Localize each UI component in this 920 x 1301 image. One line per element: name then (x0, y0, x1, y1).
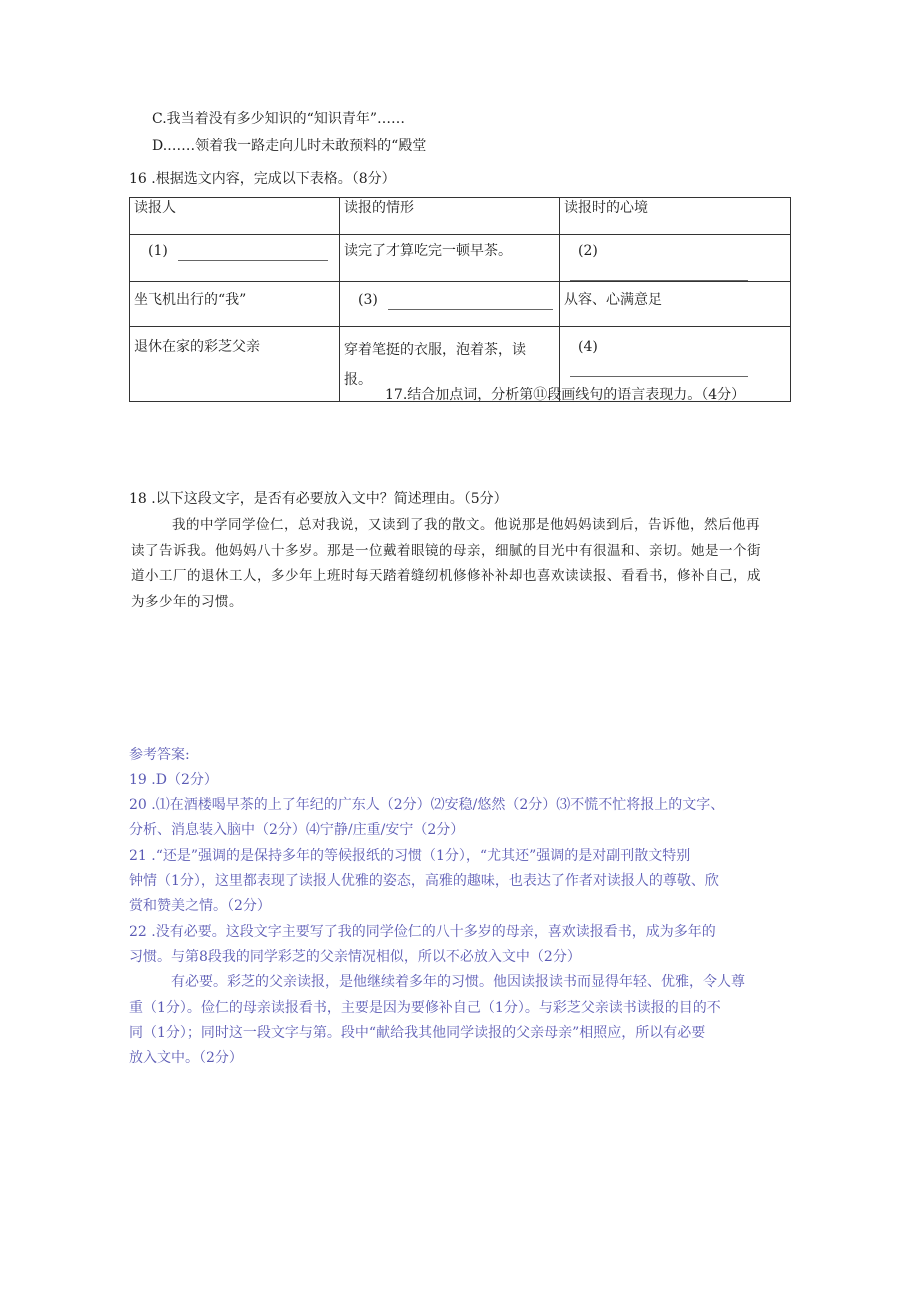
blank-number: (4) (578, 339, 598, 355)
question-18-title: 18 .以下这段文字，是否有必要放入文中？简述理由。（5分） (129, 491, 508, 507)
answers-heading: 参考答案: (129, 747, 190, 763)
cell-text: 读完了才算吃完一顿早茶。 (344, 243, 512, 259)
reading-table (129, 197, 791, 402)
question-16-title: 16 .根据选文内容，完成以下表格。（8分） (129, 171, 396, 187)
answer-line: 习惯。与第8段我的同学彩芝的父亲情况相似，所以不必放入文中（2分） (129, 949, 581, 965)
cell-text: 报。 (344, 372, 372, 388)
header-reader (130, 198, 340, 235)
passage-line: 我的中学同学俭仁，总对我说，又读到了我的散文。他说那是他妈妈读到后，告诉他，然后他再 (172, 517, 760, 533)
cell-text: 坐飞机出行的“我” (134, 292, 247, 308)
cell-reader-2 (130, 282, 340, 327)
cell-reader-3 (130, 327, 340, 402)
table-row (130, 235, 791, 282)
option-d: D.……领着我一路走向儿时未敢预料的“殿堂 (152, 138, 427, 154)
passage-line: 读了告诉我。他妈妈八十多岁。那是一位戴着眼镜的母亲，细腻的目光中有很温和、亲切。她是一个街 (131, 543, 761, 559)
passage-line: 为多少年的习惯。 (131, 594, 243, 610)
answer-line: 19 .D（2分） (129, 772, 218, 788)
passage-line: 道小工厂的退休工人，多少年上班时每天踏着缝纫机修修补补却也喜欢读读报、看看书，修补自己，成 (131, 568, 761, 584)
cell-mood-2 (560, 282, 791, 327)
answer-blank-1[interactable] (178, 244, 328, 261)
cell-text: 穿着笔挺的衣服，泡着茶，读 (344, 342, 526, 358)
cell-situation-1 (340, 235, 560, 282)
answer-line: 分析、消息装入脑中（2分）⑷宁静/庄重/安宁（2分） (129, 822, 465, 838)
answer-line: 重（1分）。俭仁的母亲读报看书，主要是因为要修补自己（1分）。与彩芝父亲读书读报的目的不 (129, 1000, 721, 1016)
question-17: 17.结合加点词，分析第⑪段画线句的语言表现力。（4分） (385, 387, 746, 403)
answer-line: 21 .“还是”强调的是保持多年的等候报纸的习惯（1分），“尤其还”强调的是对副刊散文特别 (129, 848, 691, 864)
header-label: 读报人 (134, 200, 176, 216)
cell-blank-2[interactable] (560, 235, 791, 282)
answer-line: 放入文中。（2分） (129, 1050, 243, 1066)
table-row (130, 282, 791, 327)
blank-number: (2) (578, 243, 598, 259)
header-label: 读报的情形 (344, 200, 414, 216)
answer-line: 钟情（1分），这里都表现了读报人优雅的姿态，高雅的趣味，也表达了作者对读报人的尊敬、欣 (129, 873, 719, 889)
answer-line: 赏和赞美之情。（2分） (129, 898, 271, 914)
option-c: C.我当着没有多少知识的“知识青年”…… (152, 111, 405, 127)
header-mood (560, 198, 791, 235)
answer-line: 有必要。彩芝的父亲读报，是他继续着多年的习惯。他因读报读书而显得年轻、优雅，令人尊 (171, 974, 745, 990)
header-situation (340, 198, 560, 235)
header-label: 读报时的心境 (564, 200, 648, 216)
cell-text: 从容、心满意足 (564, 292, 662, 308)
blank-number: (1) (148, 243, 168, 259)
answer-blank-3[interactable] (388, 293, 553, 310)
answer-blank-4[interactable] (570, 360, 748, 377)
answer-blank-2[interactable] (570, 264, 748, 281)
answer-line: 20 .⑴在酒楼喝早茶的上了年纪的广东人（2分）⑵安稳/悠然（2分）⑶不慌不忙将报上的文字、 (129, 797, 725, 813)
cell-blank-3[interactable] (340, 282, 560, 327)
cell-text: 退休在家的彩芝父亲 (134, 339, 260, 355)
cell-blank-1[interactable] (130, 235, 340, 282)
blank-number: (3) (358, 292, 378, 308)
answer-line: 22 .没有必要。这段文字主要写了我的同学俭仁的八十多岁的母亲，喜欢读报看书，成为多年的 (129, 924, 716, 940)
answer-line: 同（1分）；同时这一段文字与第。段中“献给我其他同学读报的父亲母亲”相照应，所以有必要 (129, 1025, 706, 1041)
table-header-row (130, 198, 791, 235)
